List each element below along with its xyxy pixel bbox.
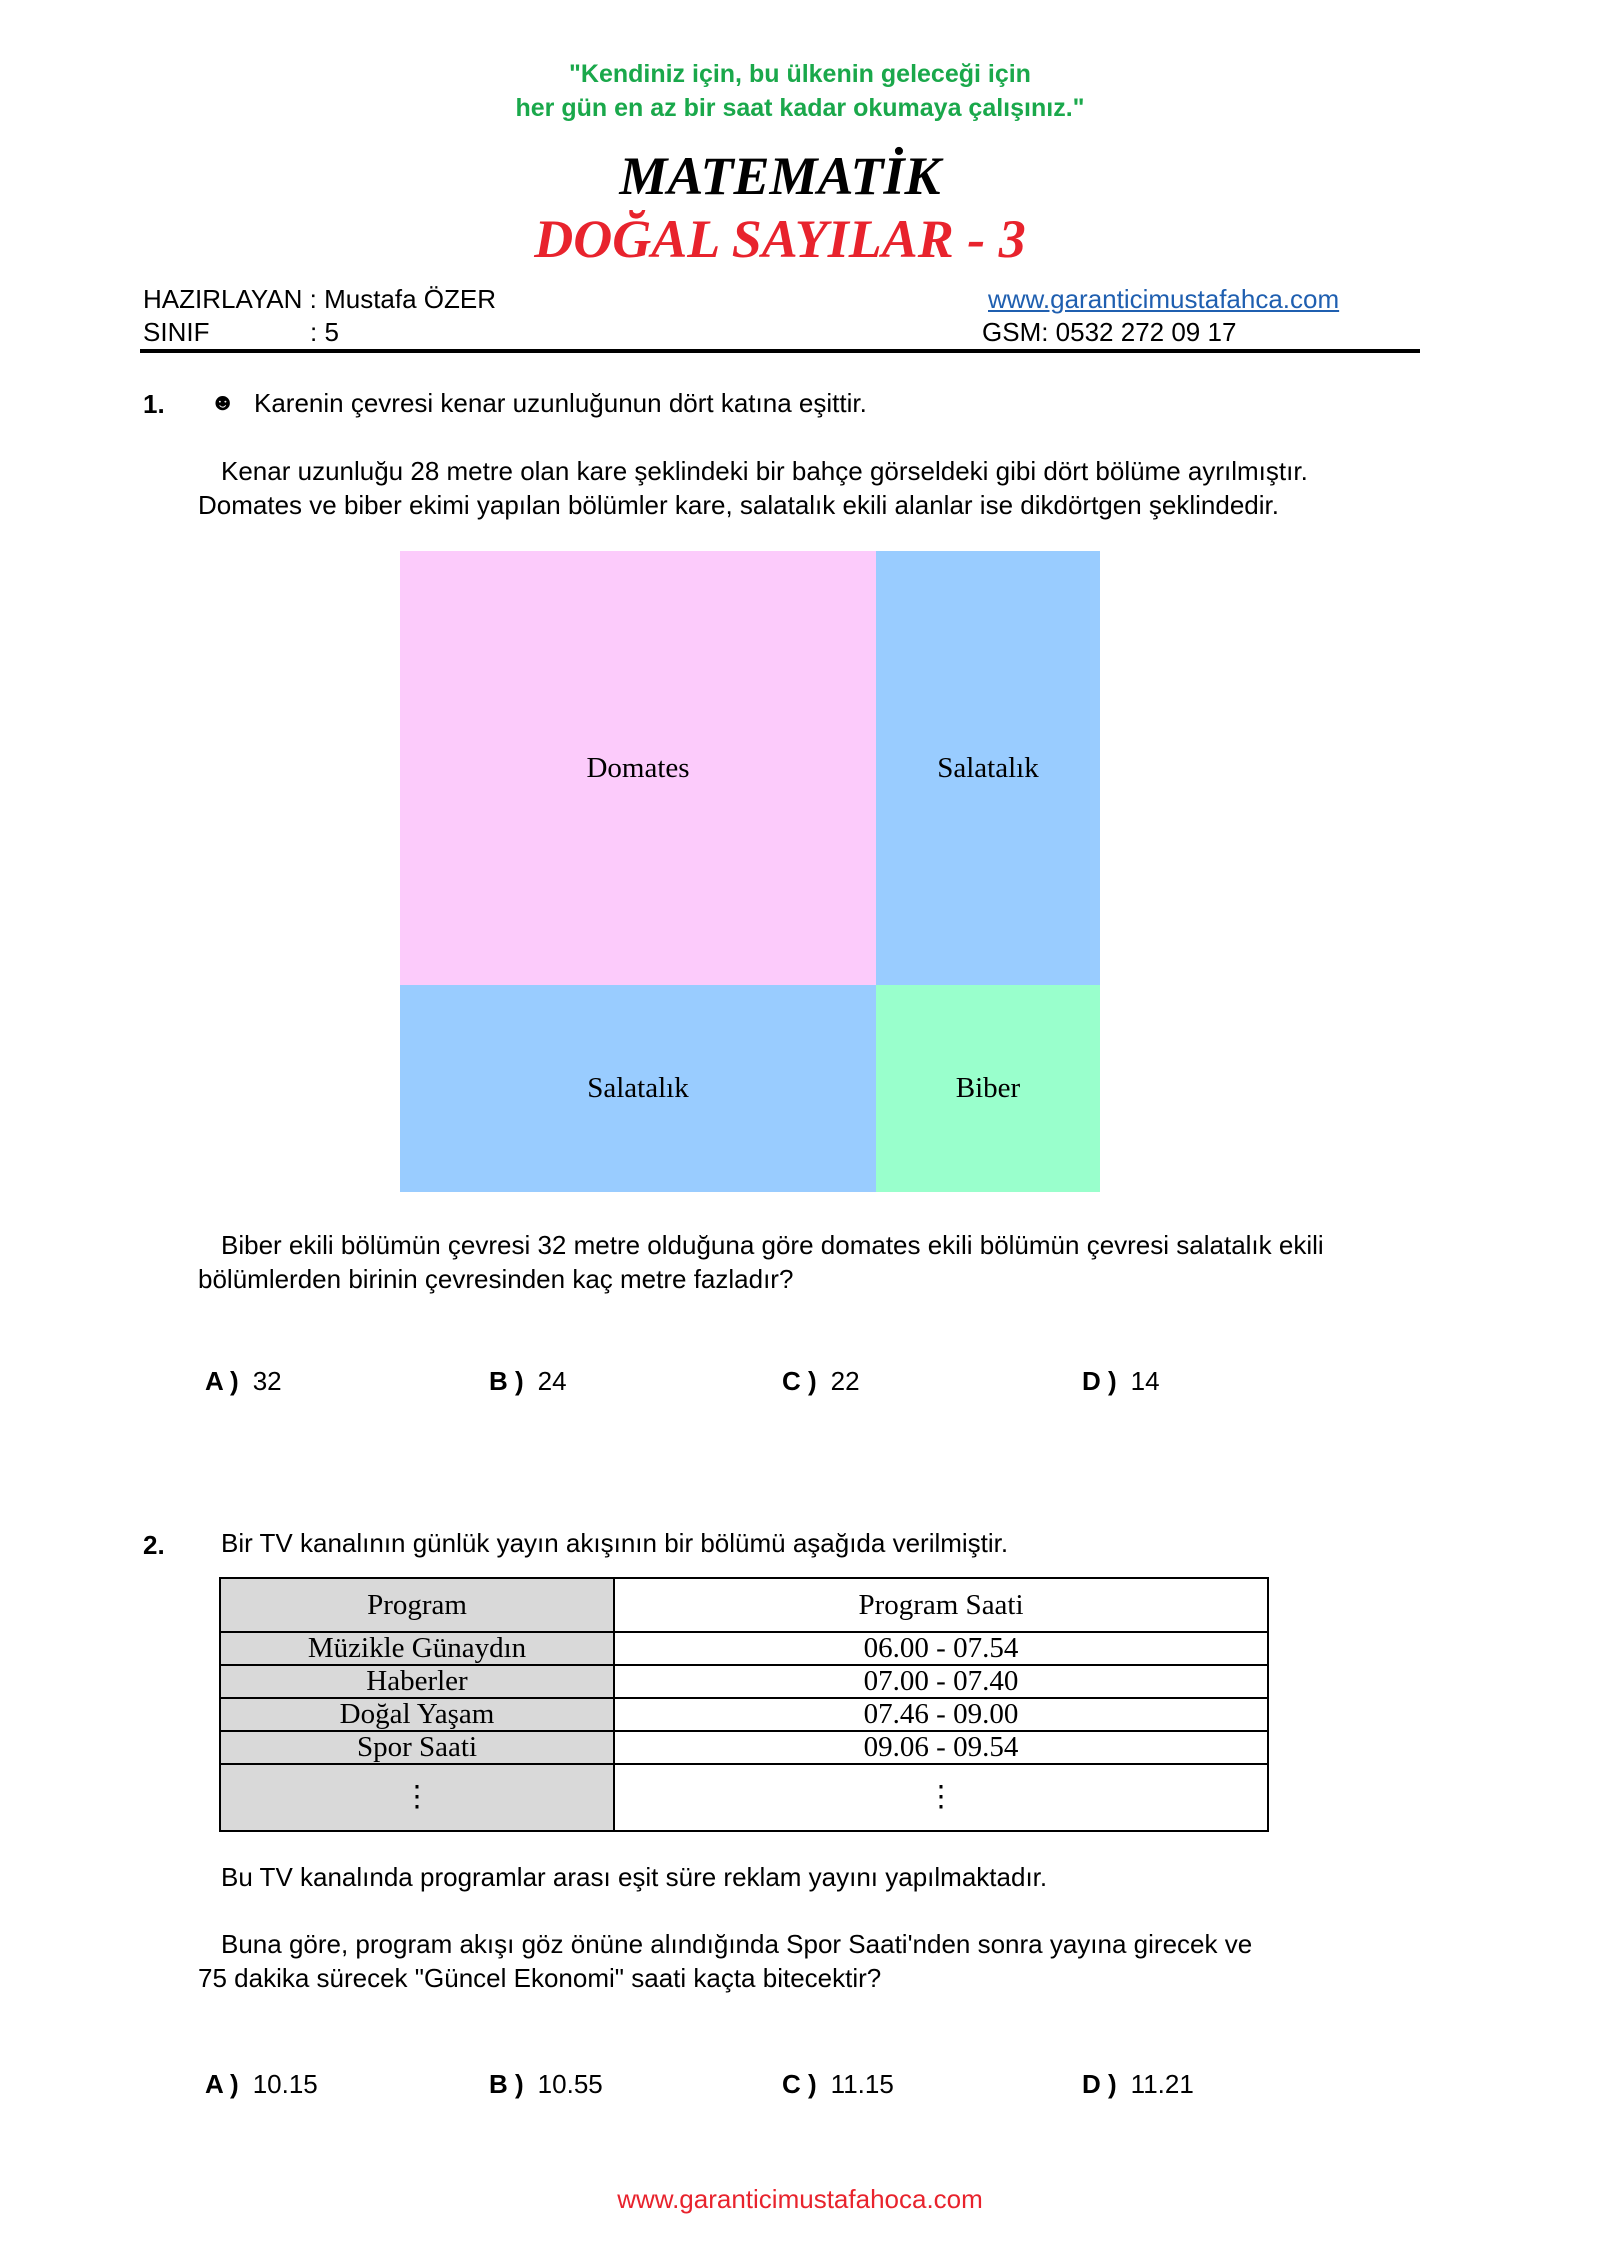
- question-2-line-2: 75 dakika sürecek "Güncel Ekonomi" saati kaçta bitecektir?: [198, 1963, 882, 1993]
- option-label: D ): [1082, 1366, 1117, 1396]
- q2-option-b[interactable]: [489, 2069, 603, 2100]
- biber-label: Biber: [955, 1072, 1021, 1104]
- option-label: C ): [782, 2069, 817, 2099]
- domates-region: [400, 551, 876, 985]
- question-1-para-line-2: Domates ve biber ekimi yapılan bölümler kare, salatalık ekili alanlar ise dikdörtgen şeklindedir.: [198, 490, 1279, 520]
- option-value: 11.15: [830, 2069, 894, 2099]
- question-1-line-1: Biber ekili bölümün çevresi 32 metre olduğuna göre domates ekili bölümün çevresi salatalık ekili: [221, 1230, 1324, 1260]
- motto-line-1: "Kendiniz için, bu ülkenin geleceği için: [569, 60, 1031, 88]
- option-value: 10.55: [537, 2069, 603, 2099]
- question-1-para-line-1: Kenar uzunluğu 28 metre olan kare şeklindeki bir bahçe görseldeki gibi dört bölüme ayrılmıştır.: [221, 456, 1308, 486]
- author-label: HAZIRLAYAN : Mustafa ÖZER: [143, 284, 497, 314]
- program-name: Doğal Yaşam: [220, 1698, 614, 1731]
- vertical-ellipsis: ⋮: [614, 1764, 1268, 1831]
- q2-option-a[interactable]: [205, 2069, 318, 2100]
- table-row: [220, 1698, 1268, 1731]
- option-label: B ): [489, 2069, 524, 2099]
- salatalik-bottom-label: Salatalık: [587, 1072, 689, 1104]
- program-schedule-table: [219, 1577, 1269, 1832]
- option-label: B ): [489, 1366, 524, 1396]
- salatalik-bottom-region: [400, 985, 876, 1192]
- option-value: 14: [1130, 1366, 1160, 1396]
- column-header: Program Saati: [614, 1578, 1268, 1632]
- program-time: 06.00 - 07.54: [614, 1632, 1268, 1665]
- option-value: 10.15: [252, 2069, 318, 2099]
- column-header: Program: [220, 1578, 614, 1632]
- class-label: SINIF: [143, 317, 210, 347]
- subject-title: MATEMATİK: [619, 146, 941, 206]
- q2-option-c[interactable]: [782, 2069, 894, 2100]
- q2-option-d[interactable]: [1082, 2069, 1194, 2100]
- table-row-ellipsis: [220, 1764, 1268, 1831]
- biber-region: [876, 985, 1100, 1192]
- question-2-intro: Bir TV kanalının günlük yayın akışının bir bölümü aşağıda verilmiştir.: [221, 1528, 1009, 1558]
- garden-diagram: [400, 551, 1100, 1192]
- smiley-icon: ☻: [210, 389, 236, 416]
- program-name: Haberler: [220, 1665, 614, 1698]
- option-label: D ): [1082, 2069, 1117, 2099]
- question-2-note: Bu TV kanalında programlar arası eşit süre reklam yayını yapılmaktadır.: [221, 1862, 1048, 1892]
- class-value: : 5: [310, 317, 339, 347]
- program-time: 07.46 - 09.00: [614, 1698, 1268, 1731]
- q1-option-d[interactable]: [1082, 1366, 1160, 1397]
- q1-option-a[interactable]: [205, 1366, 282, 1397]
- program-name: Spor Saati: [220, 1731, 614, 1764]
- motto-line-2: her gün en az bir saat kadar okumaya çalışınız.": [515, 94, 1085, 122]
- table-row: [220, 1731, 1268, 1764]
- footer-website[interactable]: www.garanticimustafahoca.com: [617, 2184, 983, 2214]
- gsm-number: GSM: 0532 272 09 17: [982, 317, 1237, 347]
- table-row: [220, 1665, 1268, 1698]
- option-label: A ): [205, 1366, 239, 1396]
- option-label: A ): [205, 2069, 239, 2099]
- program-time: 07.00 - 07.40: [614, 1665, 1268, 1698]
- program-time: 09.06 - 09.54: [614, 1731, 1268, 1764]
- salatalik-top-label: Salatalık: [937, 751, 1039, 784]
- topic-title: DOĞAL SAYILAR - 3: [534, 209, 1026, 269]
- table-header-row: [220, 1578, 1268, 1632]
- domates-label: Domates: [586, 751, 690, 784]
- question-1-hint: Karenin çevresi kenar uzunluğunun dört katına eşittir.: [254, 388, 867, 418]
- question-2-line-1: Buna göre, program akışı göz önüne alındığında Spor Saati'nden sonra yayına girecek ve: [221, 1929, 1253, 1959]
- header-divider: [140, 349, 1420, 353]
- question-2-number: 2.: [143, 1530, 165, 1560]
- option-value: 22: [830, 1366, 860, 1396]
- website-link[interactable]: www.garanticimustafahca.com: [988, 284, 1340, 314]
- q1-option-b[interactable]: [489, 1366, 567, 1397]
- salatalik-top-region: [876, 551, 1100, 985]
- q1-option-c[interactable]: [782, 1366, 860, 1397]
- table-row: [220, 1632, 1268, 1665]
- option-label: C ): [782, 1366, 817, 1396]
- option-value: 24: [537, 1366, 567, 1396]
- program-name: Müzikle Günaydın: [220, 1632, 614, 1665]
- question-1-number: 1.: [143, 389, 165, 419]
- option-value: 11.21: [1130, 2069, 1194, 2099]
- option-value: 32: [252, 1366, 282, 1396]
- vertical-ellipsis: ⋮: [220, 1764, 614, 1831]
- question-1-line-2: bölümlerden birinin çevresinden kaç metre fazladır?: [198, 1264, 794, 1294]
